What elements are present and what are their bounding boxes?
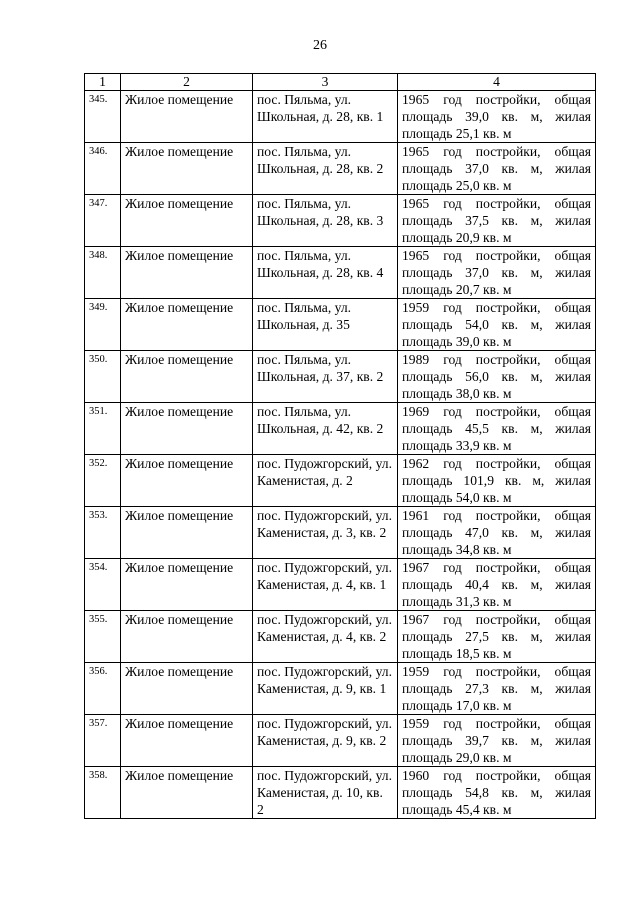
header-row: [85, 74, 596, 91]
property-description: 1965 год постройки, общая площадь 37,0 кв. м, жилая площадь 20,7 кв. м: [398, 247, 596, 299]
property-address: пос. Пудожгорский, ул. Каменистая, д. 2: [253, 455, 398, 507]
page-number: 26: [313, 38, 327, 53]
property-type: Жилое помещение: [121, 611, 253, 663]
row-number: 352.: [85, 455, 121, 507]
table-row: [85, 247, 596, 299]
column-header-4: 4: [398, 74, 596, 91]
property-description: 1965 год постройки, общая площадь 37,0 кв. м, жилая площадь 25,0 кв. м: [398, 143, 596, 195]
table-row: [85, 455, 596, 507]
property-description: 1962 год постройки, общая площадь 101,9 кв. м, жилая площадь 54,0 кв. м: [398, 455, 596, 507]
property-address: пос. Пудожгорский, ул. Каменистая, д. 3, кв. 2: [253, 507, 398, 559]
property-description: 1965 год постройки, общая площадь 39,0 кв. м, жилая площадь 25,1 кв. м: [398, 91, 596, 143]
property-address: пос. Пяльма, ул. Школьная, д. 37, кв. 2: [253, 351, 398, 403]
row-number: 354.: [85, 559, 121, 611]
row-number: 357.: [85, 715, 121, 767]
table-row: [85, 299, 596, 351]
row-number: 346.: [85, 143, 121, 195]
property-description: 1960 год постройки, общая площадь 54,8 кв. м, жилая площадь 45,4 кв. м: [398, 767, 596, 819]
property-address: пос. Пудожгорский, ул. Каменистая, д. 4, кв. 2: [253, 611, 398, 663]
property-description: 1961 год постройки, общая площадь 47,0 кв. м, жилая площадь 34,8 кв. м: [398, 507, 596, 559]
table-row: [85, 715, 596, 767]
property-type: Жилое помещение: [121, 663, 253, 715]
table-row: [85, 143, 596, 195]
table-body: [85, 91, 596, 819]
table-row: [85, 559, 596, 611]
property-type: Жилое помещение: [121, 767, 253, 819]
property-type: Жилое помещение: [121, 351, 253, 403]
row-number: 351.: [85, 403, 121, 455]
table-row: [85, 403, 596, 455]
property-type: Жилое помещение: [121, 91, 253, 143]
row-number: 353.: [85, 507, 121, 559]
table-row: [85, 351, 596, 403]
property-address: пос. Пяльма, ул. Школьная, д. 42, кв. 2: [253, 403, 398, 455]
row-number: 347.: [85, 195, 121, 247]
row-number: 358.: [85, 767, 121, 819]
property-address: пос. Пудожгорский, ул. Каменистая, д. 9, кв. 2: [253, 715, 398, 767]
property-type: Жилое помещение: [121, 455, 253, 507]
row-number: 350.: [85, 351, 121, 403]
row-number: 349.: [85, 299, 121, 351]
property-address: пос. Пяльма, ул. Школьная, д. 28, кв. 4: [253, 247, 398, 299]
property-address: пос. Пудожгорский, ул. Каменистая, д. 9, кв. 1: [253, 663, 398, 715]
property-description: 1969 год постройки, общая площадь 45,5 кв. м, жилая площадь 33,9 кв. м: [398, 403, 596, 455]
table-row: [85, 195, 596, 247]
property-type: Жилое помещение: [121, 715, 253, 767]
property-description: 1959 год постройки, общая площадь 39,7 кв. м, жилая площадь 29,0 кв. м: [398, 715, 596, 767]
property-description: 1965 год постройки, общая площадь 37,5 кв. м, жилая площадь 20,9 кв. м: [398, 195, 596, 247]
row-number: 348.: [85, 247, 121, 299]
property-type: Жилое помещение: [121, 195, 253, 247]
table-row: [85, 611, 596, 663]
column-header-2: 2: [121, 74, 253, 91]
row-number: 345.: [85, 91, 121, 143]
property-address: пос. Пудожгорский, ул. Каменистая, д. 10, кв. 2: [253, 767, 398, 819]
property-type: Жилое помещение: [121, 507, 253, 559]
property-address: пос. Пудожгорский, ул. Каменистая, д. 4, кв. 1: [253, 559, 398, 611]
property-address: пос. Пяльма, ул. Школьная, д. 28, кв. 3: [253, 195, 398, 247]
table-row: [85, 507, 596, 559]
table-row: [85, 767, 596, 819]
property-address: пос. Пяльма, ул. Школьная, д. 28, кв. 2: [253, 143, 398, 195]
property-type: Жилое помещение: [121, 143, 253, 195]
property-description: 1967 год постройки, общая площадь 40,4 кв. м, жилая площадь 31,3 кв. м: [398, 559, 596, 611]
column-header-3: 3: [253, 74, 398, 91]
property-type: Жилое помещение: [121, 247, 253, 299]
property-description: 1959 год постройки, общая площадь 54,0 кв. м, жилая площадь 39,0 кв. м: [398, 299, 596, 351]
property-type: Жилое помещение: [121, 299, 253, 351]
property-address: пос. Пяльма, ул. Школьная, д. 28, кв. 1: [253, 91, 398, 143]
row-number: 355.: [85, 611, 121, 663]
column-header-1: 1: [85, 74, 121, 91]
property-table: [84, 73, 596, 819]
row-number: 356.: [85, 663, 121, 715]
property-type: Жилое помещение: [121, 559, 253, 611]
table-row: [85, 663, 596, 715]
property-description: 1959 год постройки, общая площадь 27,3 кв. м, жилая площадь 17,0 кв. м: [398, 663, 596, 715]
property-description: 1989 год постройки, общая площадь 56,0 кв. м, жилая площадь 38,0 кв. м: [398, 351, 596, 403]
table-header: [85, 74, 596, 91]
property-description: 1967 год постройки, общая площадь 27,5 кв. м, жилая площадь 18,5 кв. м: [398, 611, 596, 663]
property-address: пос. Пяльма, ул. Школьная, д. 35: [253, 299, 398, 351]
property-type: Жилое помещение: [121, 403, 253, 455]
table-row: [85, 91, 596, 143]
